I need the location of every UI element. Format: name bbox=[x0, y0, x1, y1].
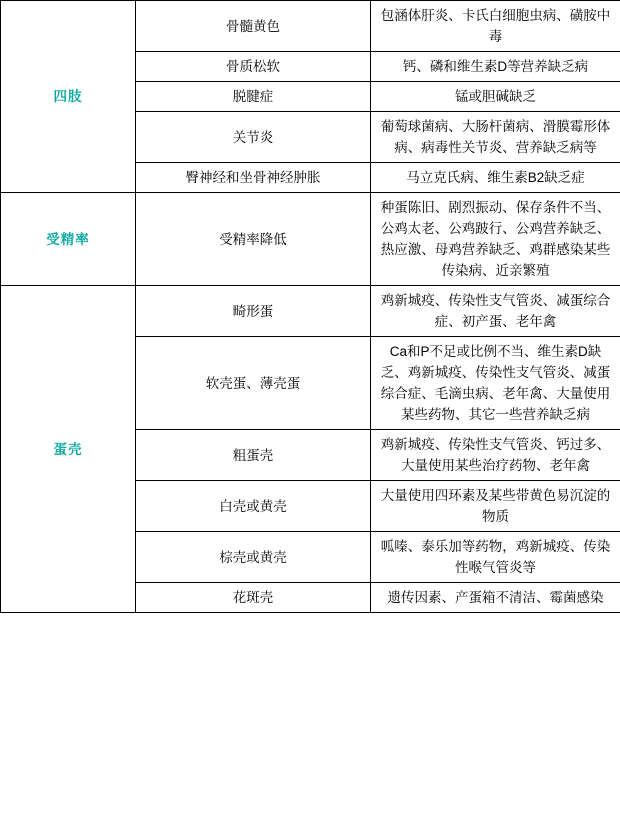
symptom-cell: 畸形蛋 bbox=[136, 286, 371, 337]
cause-cell: 鸡新城疫、传染性支气管炎、减蛋综合症、初产蛋、老年禽 bbox=[371, 286, 620, 337]
symptom-cell: 关节炎 bbox=[136, 112, 371, 163]
symptom-cell: 受精率降低 bbox=[136, 193, 371, 286]
table-row bbox=[1, 193, 620, 286]
cause-cell: 鸡新城疫、传染性支气管炎、钙过多、大量使用某些治疗药物、老年禽 bbox=[371, 430, 620, 481]
symptom-cell: 脱腱症 bbox=[136, 82, 371, 112]
cause-cell: Ca和P不足或比例不当、维生素D缺乏、鸡新城疫、传染性支气管炎、减蛋综合症、毛滴虫病、老年禽、大量使用某些药物、其它一些营养缺乏病 bbox=[371, 337, 620, 430]
table-row bbox=[1, 286, 620, 337]
symptom-cell: 白壳或黄壳 bbox=[136, 481, 371, 532]
symptom-cell: 粗蛋壳 bbox=[136, 430, 371, 481]
category-cell: 蛋壳 bbox=[1, 286, 136, 613]
category-cell: 四肢 bbox=[1, 1, 136, 193]
category-cell: 受精率 bbox=[1, 193, 136, 286]
cause-cell: 马立克氏病、维生素B2缺乏症 bbox=[371, 163, 620, 193]
cause-cell: 包涵体肝炎、卡氏白细胞虫病、磺胺中毒 bbox=[371, 1, 620, 52]
symptom-cell: 棕壳或黄壳 bbox=[136, 532, 371, 583]
symptom-cell: 骨髓黄色 bbox=[136, 1, 371, 52]
table-body bbox=[1, 1, 620, 613]
symptom-cell: 骨质松软 bbox=[136, 52, 371, 82]
cause-cell: 葡萄球菌病、大肠杆菌病、滑膜霉形体病、病毒性关节炎、营养缺乏病等 bbox=[371, 112, 620, 163]
table-row bbox=[1, 1, 620, 52]
cause-cell: 种蛋陈旧、剧烈振动、保存条件不当、公鸡太老、公鸡跛行、公鸡营养缺乏、热应激、母鸡营养缺乏、鸡群感染某些传染病、近亲繁殖 bbox=[371, 193, 620, 286]
symptom-cell: 软壳蛋、薄壳蛋 bbox=[136, 337, 371, 430]
symptom-cell: 花斑壳 bbox=[136, 583, 371, 613]
cause-cell: 遗传因素、产蛋箱不清洁、霉菌感染 bbox=[371, 583, 620, 613]
symptom-cell: 臀神经和坐骨神经肿胀 bbox=[136, 163, 371, 193]
cause-cell: 呱嗪、泰乐加等药物，鸡新城疫、传染性喉气管炎等 bbox=[371, 532, 620, 583]
cause-cell: 大量使用四环素及某些带黄色易沉淀的物质 bbox=[371, 481, 620, 532]
cause-cell: 锰或胆碱缺乏 bbox=[371, 82, 620, 112]
cause-cell: 钙、磷和维生素D等营养缺乏病 bbox=[371, 52, 620, 82]
